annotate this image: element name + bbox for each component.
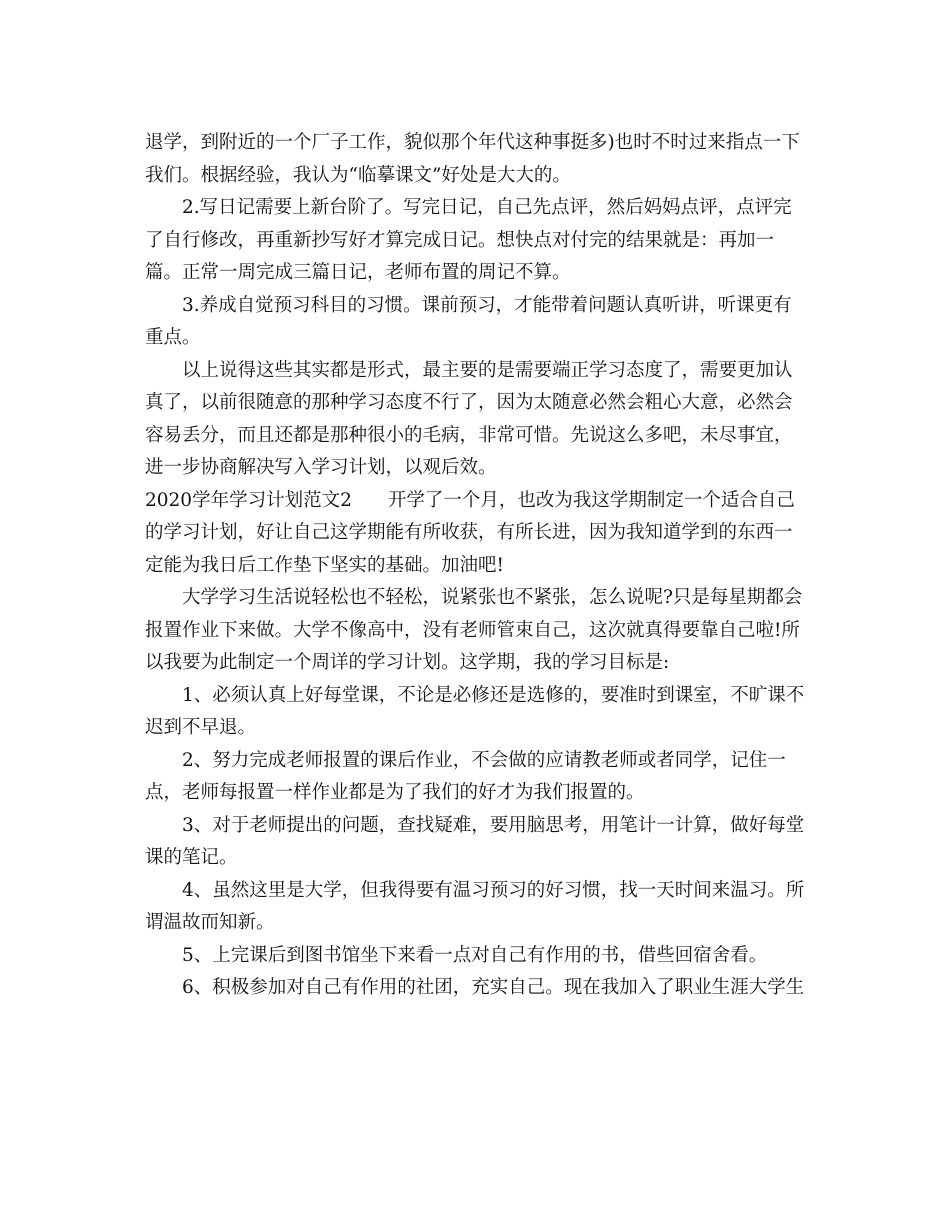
text-line: 2、努力完成老师报置的课后作业，不会做的应请教老师或者同学，记住一 (182, 749, 786, 771)
text-line: 3.养成自觉预习科目的习惯。课前预习，才能带着问题认真听讲，听课更有 (182, 294, 792, 316)
body-paragraph (145, 680, 815, 745)
text-line: 退学，到附近的一个厂子工作，貌似那个年代这种事挺多)也时不时过来指点一下 (145, 132, 800, 153)
text-line: 以上说得这些其实都是形式，最主要的是需要端正学习态度了，需要更加认 (182, 359, 793, 381)
text-line (145, 485, 815, 518)
section-heading-paragraph (145, 485, 815, 583)
text-line: 3、对于老师提出的问题，查找疑难，要用脑思考，用笔计一计算，做好每堂 (182, 814, 805, 836)
text-line: 容易丢分，而且还都是那种很小的毛病，非常可惜。先说这么多吧，未尽事宜， (145, 424, 793, 446)
text-line: 重点。 (145, 327, 201, 348)
text-line: 的学习计划，好让自己这学期能有所收获，有所长进，因为我知道学到的东西一 (145, 522, 793, 543)
body-paragraph (145, 290, 815, 355)
text-line: 报置作业下来做。大学不像高中，没有老师管束自己，这次就真得要靠自己啦!所 (145, 619, 800, 641)
body-paragraph (145, 875, 815, 940)
text-line: 了自行修改，再重新抄写好才算完成日记。想快点对付完的结果就是：再加一 (145, 229, 775, 251)
body-paragraph (145, 582, 815, 680)
body-paragraph (145, 810, 815, 875)
text-line: 篇。正常一周完成三篇日记，老师布置的周记不算。 (145, 262, 571, 283)
section-title: 2020学年学习计划范文2 (145, 489, 352, 511)
body-paragraph (145, 972, 815, 1005)
text-line: 定能为我日后工作垫下坚实的基础。加油吧! (145, 554, 504, 576)
document-body (145, 127, 815, 1005)
text-line: 4、虽然这里是大学，但我得要有温习预习的好习惯，找一天时间来温习。所 (182, 879, 805, 901)
text-line: 大学学习生活说轻松也不轻松，说紧张也不紧张，怎么说呢?只是每星期都会 (182, 587, 803, 608)
text-line: 1、必须认真上好每堂课，不论是必修还是选修的，要准时到课室，不旷课不 (182, 684, 805, 706)
text-line: 迟到不早退。 (145, 717, 257, 738)
text-line: 6、积极参加对自己有作用的社团，充实自己。现在我加入了职业生涯大学生 (182, 977, 805, 998)
text-line: 点，老师每报置一样作业都是为了我们的好才为我们报置的。 (145, 782, 645, 803)
text-line: 我们。根据经验，我认为“临摹课文”好处是大大的。 (145, 164, 571, 186)
text-line: 课的笔记。 (145, 847, 238, 868)
text-line: 进一步协商解决写入学习计划，以观后效。 (145, 457, 497, 478)
text-line: 以我要为此制定一个周详的学习计划。这学期，我的学习目标是: (145, 652, 670, 673)
body-paragraph (145, 355, 815, 485)
text-line: 2.写日记需要上新台阶了。写完日记，自己先点评，然后妈妈点评，点评完 (182, 197, 792, 218)
body-paragraph (145, 192, 815, 290)
body-paragraph (145, 745, 815, 810)
body-paragraph (145, 127, 815, 192)
text-line: 5、上完课后到图书馆坐下来看一点对自己有作用的书，借些回宿舍看。 (182, 944, 768, 966)
text-line: 真了，以前很随意的那种学习态度不行了，因为太随意必然会粗心大意，必然会 (145, 392, 793, 413)
line-text: 开学了一个月，也改为我这学期制定一个适合自己 (387, 489, 795, 511)
text-line: 谓温故而知新。 (145, 912, 275, 933)
body-paragraph (145, 940, 815, 973)
